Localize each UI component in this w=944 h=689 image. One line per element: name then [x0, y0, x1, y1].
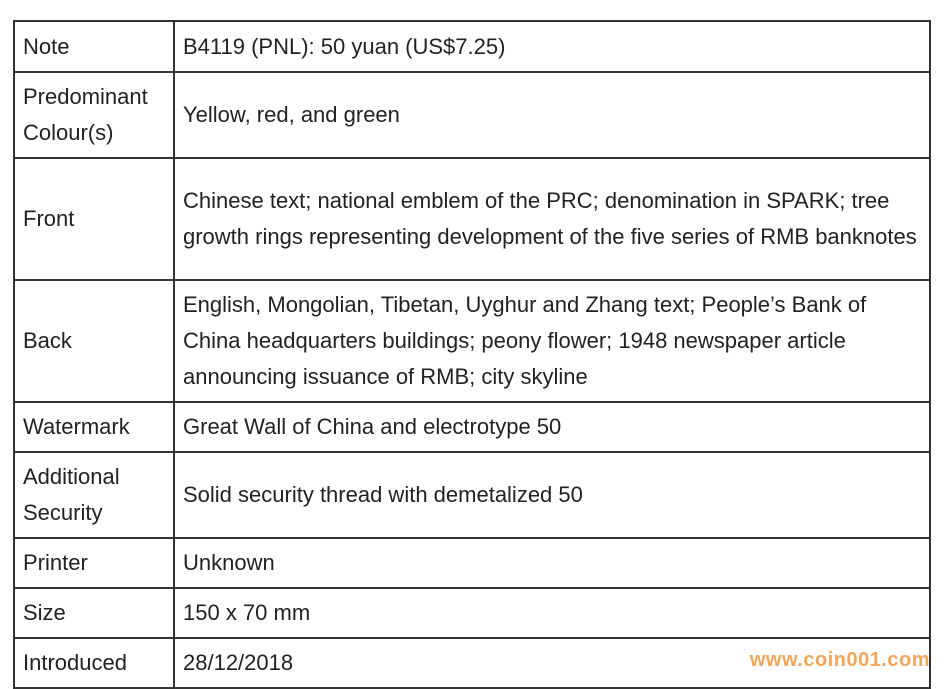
row-value: Great Wall of China and electrotype 50 — [174, 402, 930, 452]
table-row — [14, 588, 930, 638]
row-value: Unknown — [174, 538, 930, 588]
row-label: Introduced — [14, 638, 174, 688]
row-value: Yellow, red, and green — [174, 72, 930, 158]
table-row — [14, 72, 930, 158]
banknote-spec-table — [13, 20, 931, 689]
site-watermark: www.coin001.com — [749, 649, 930, 671]
table-row — [14, 21, 930, 72]
row-value: 150 x 70 mm — [174, 588, 930, 638]
row-label: Front — [14, 158, 174, 280]
table-row — [14, 452, 930, 538]
table-row — [14, 280, 930, 402]
row-value: 28/12/2018 — [174, 638, 930, 688]
row-value: English, Mongolian, Tibetan, Uyghur and Zhang text; People’s Bank of China headquarters buildings; peony flower; 1948 newspaper article announcing issuance of RMB; city skyline — [174, 280, 930, 402]
row-label: Additional Security — [14, 452, 174, 538]
table-row — [14, 538, 930, 588]
row-label: Printer — [14, 538, 174, 588]
row-label: Back — [14, 280, 174, 402]
row-value: Solid security thread with demetalized 50 — [174, 452, 930, 538]
row-label: Predominant Colour(s) — [14, 72, 174, 158]
row-value: B4119 (PNL): 50 yuan (US$7.25) — [174, 21, 930, 72]
row-value: Chinese text; national emblem of the PRC; denomination in SPARK; tree growth rings representing development of the five series of RMB banknotes — [174, 158, 930, 280]
row-label: Watermark — [14, 402, 174, 452]
table-row — [14, 158, 930, 280]
row-label: Size — [14, 588, 174, 638]
table-row — [14, 402, 930, 452]
row-label: Note — [14, 21, 174, 72]
